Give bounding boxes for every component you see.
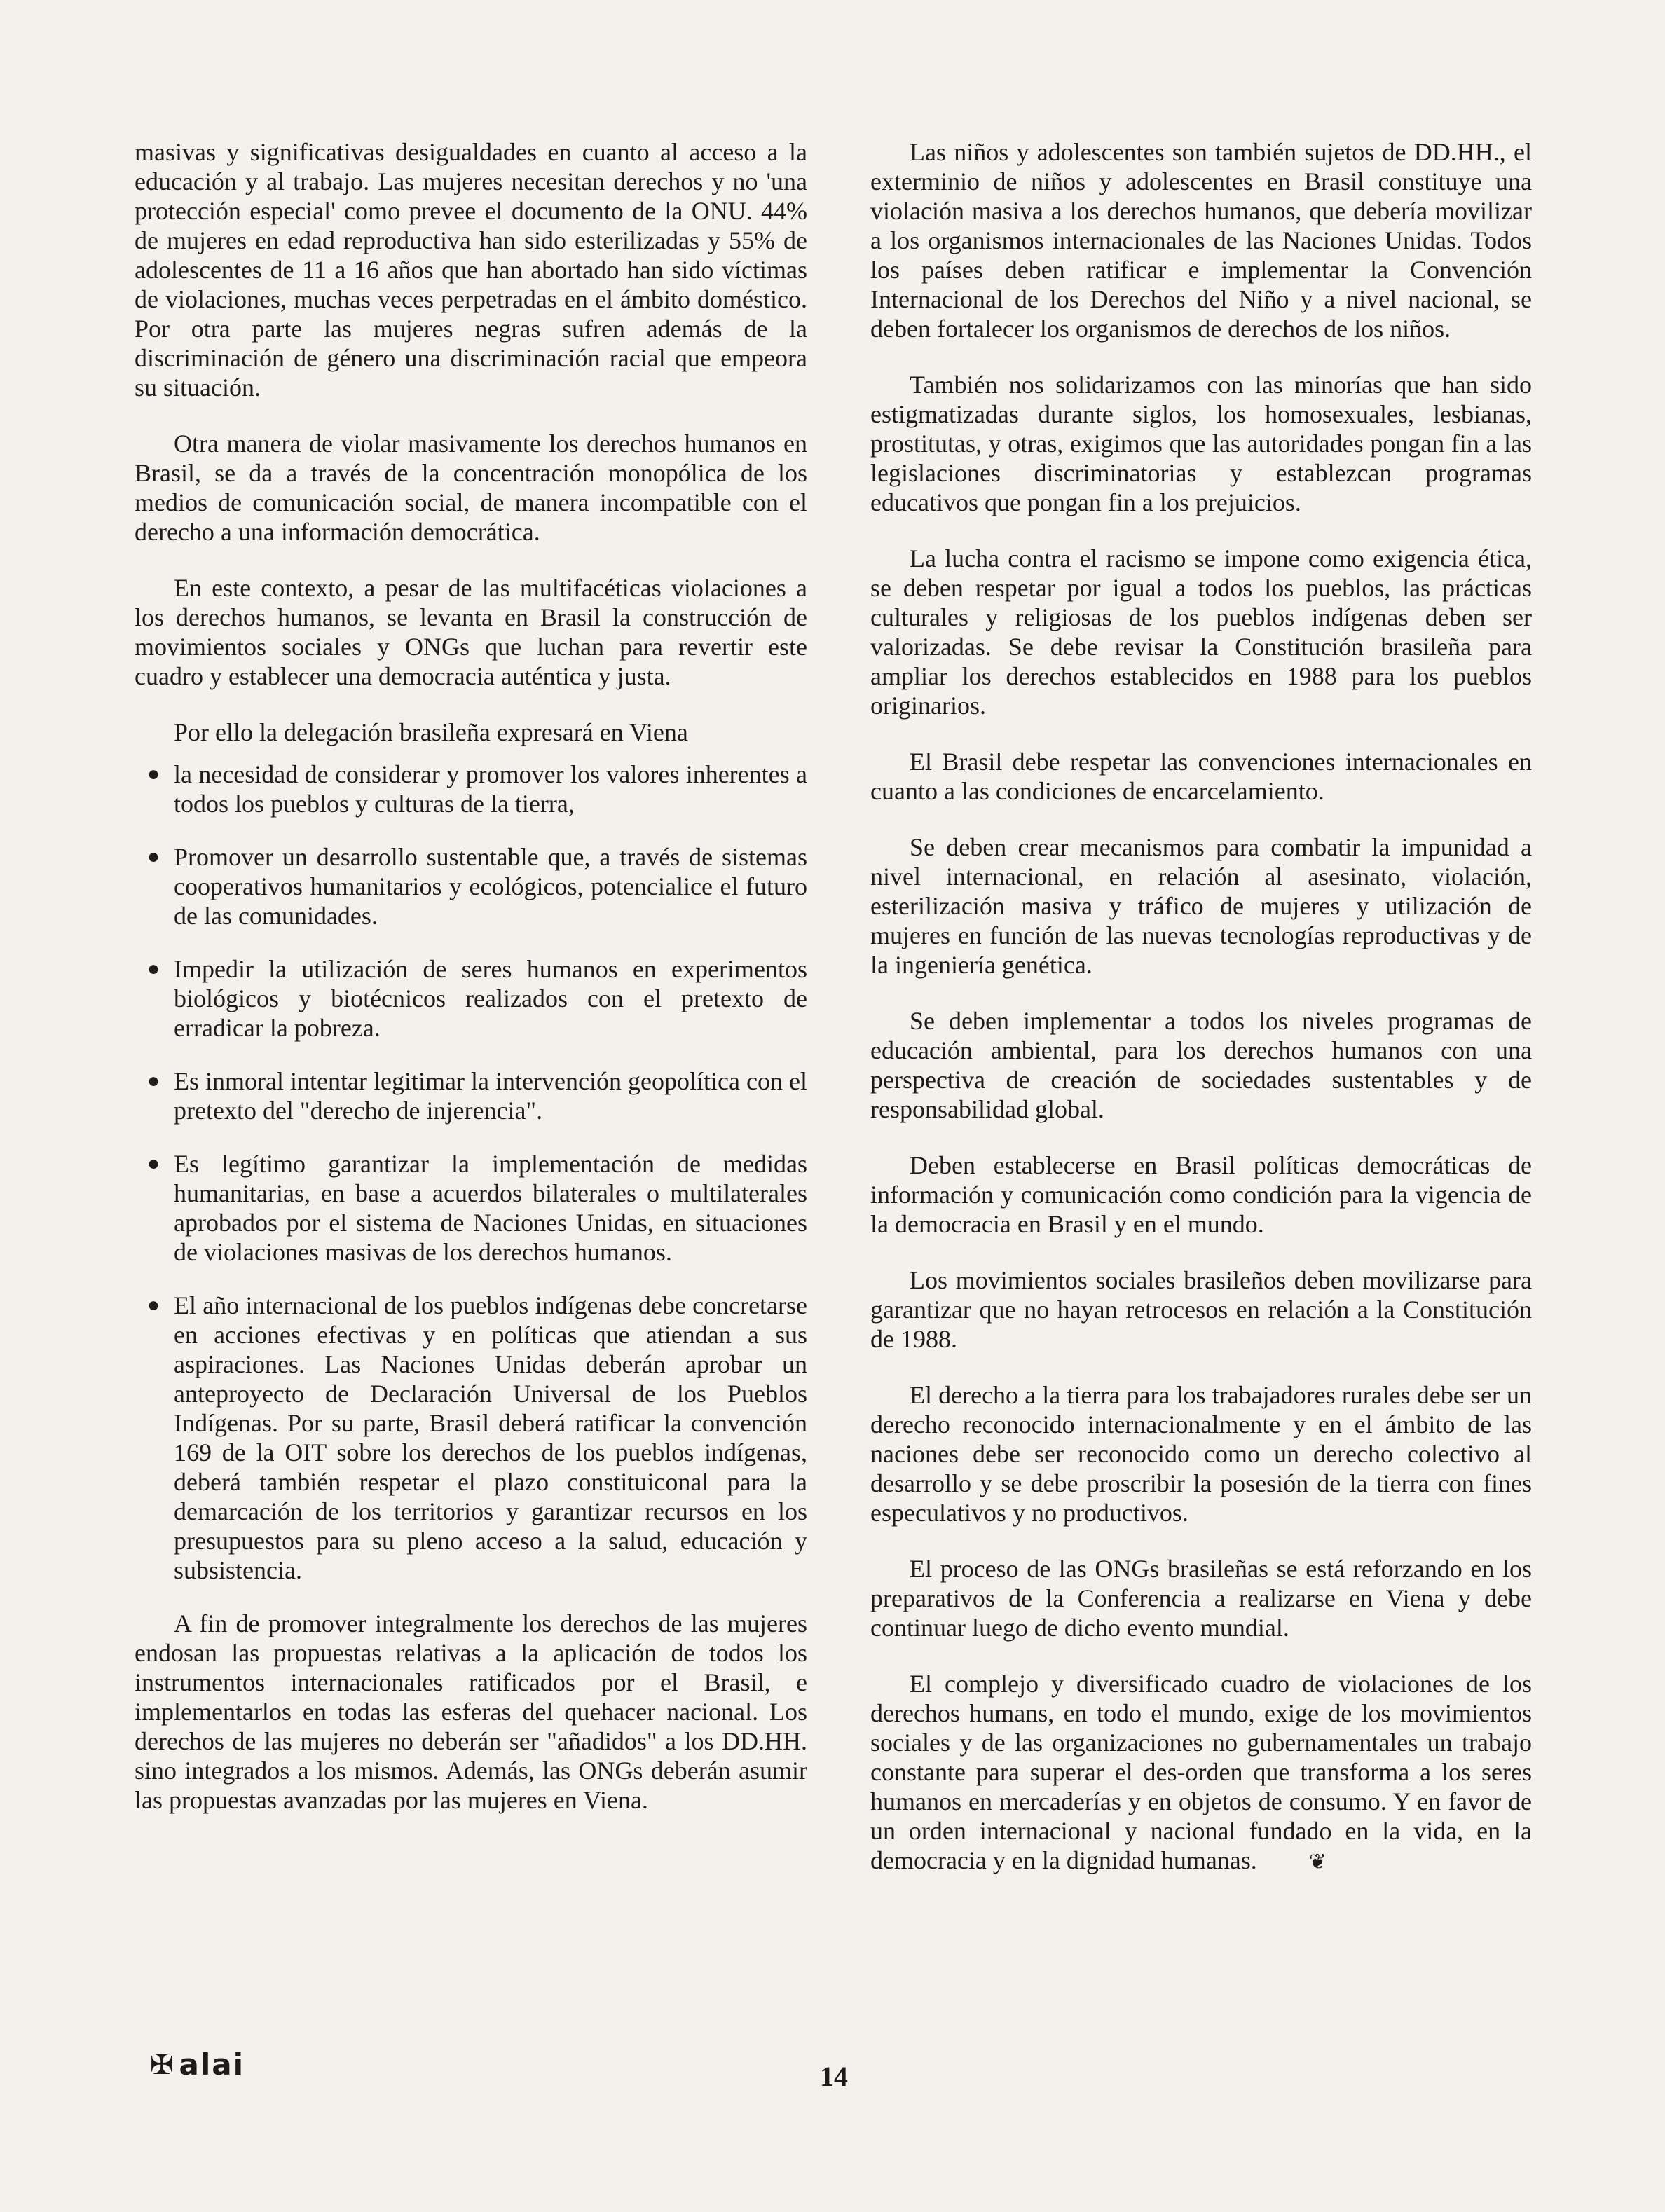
alai-logo [150, 2047, 245, 2082]
right-column [870, 137, 1532, 1904]
bullet-icon: ● [147, 1293, 160, 1317]
bullet-icon: ● [147, 957, 160, 980]
right-paragraph-11 [870, 1669, 1532, 1877]
list-item-text: El año internacional de los pueblos indígenas debe concretarse en acciones efectivas y en políticas que atiendan a sus aspiraciones. Las Naciones Unidas deberán aprobar un anteproyecto de Declaración Universal de los Pueblos Indígenas. Por su parte, Brasil deberá ratificar la convención 169 de la OIT sobre los derechos de los pueblos indígenas, deberá también respetar el plazo constituiconal para la demarcación de los territorios y garantizar recursos en los presupuestos para su pleno acceso a la salud, educación y subsistencia. [174, 1291, 807, 1584]
right-paragraph-9: El derecho a la tierra para los trabajadores rurales debe ser un derecho reconocido internacionalmente y en el ámbito de las naciones debe ser reconocido como un derecho colectivo al desarrollo y se debe proscribir la posesión de la tierra con fines especulativos y no productivos. [870, 1381, 1532, 1527]
left-column [135, 137, 807, 1841]
list-item [135, 1149, 807, 1267]
list-item-text: Es inmoral intentar legitimar la intervención geopolítica con el pretexto del "derecho de injerencia". [174, 1067, 807, 1125]
right-paragraph-7: Deben establecerse en Brasil políticas democráticas de información y comunicación como condición para la vigencia de la democracia en Brasil y en el mundo. [870, 1151, 1532, 1238]
left-paragraph-1: masivas y significativas desigualdades en cuanto al acceso a la educación y al trabajo. Las mujeres necesitan derechos y no 'una protección especial' como prevee el documento de la ONU. 44% de mujeres en edad reproductiva han sido esterilizadas y 55% de adolescentes de 11 a 16 años que han abortado han sido víctimas de violaciones, muchas veces perpetradas en el ámbito doméstico. Por otra parte las mujeres negras sufren además de la discriminación de género una discriminación racial que empeora su situación. [135, 138, 807, 401]
alai-logo-text: alai [179, 2047, 245, 2082]
right-paragraph-6: Se deben implementar a todos los niveles programas de educación ambiental, para los derechos humanos con una perspectiva de creación de sociedades sustentables y de responsabilidad global. [870, 1007, 1532, 1123]
right-paragraph-1: Las niños y adolescentes son también sujetos de DD.HH., el exterminio de niños y adolescentes en Brasil constituye una violación masiva a los derechos humanos, que debería movilizar a los organismos internacionales de las Naciones Unidas. Todos los países deben ratificar e implementar la Convención Internacional de los Derechos del Niño y a nivel nacional, se deben fortalecer los organismos de derechos de los niños. [870, 138, 1532, 343]
right-paragraph-2: También nos solidarizamos con las minorías que han sido estigmatizadas durante siglos, los homosexuales, lesbianas, prostitutas, y otras, exigimos que las autoridades pongan fin a las legislaciones discriminatorias y establezcan programas educativos que pongan fin a los prejuicios. [870, 371, 1532, 516]
left-paragraph-3: En este contexto, a pesar de las multifacéticas violaciones a los derechos humanos, se levanta en Brasil la construcción de movimientos sociales y ONGs que luchan para revertir este cuadro y establecer una democracia auténtica y justa. [135, 574, 807, 690]
list-item [135, 954, 807, 1043]
alai-logo-icon: ✠ [150, 2048, 174, 2081]
end-mark-icon: ❦ [1308, 1850, 1327, 1874]
page-number: 14 [820, 2061, 848, 2092]
bullet-icon: ● [147, 1152, 160, 1175]
bullet-icon: ● [147, 762, 160, 785]
left-paragraph-2: Otra manera de violar masivamente los derechos humanos en Brasil, se da a través de la concentración monopólica de los medios de comunicación social, de manera incompatible con el derecho a una información democrática. [135, 430, 807, 546]
list-item [135, 1291, 807, 1585]
left-paragraph-4: Por ello la delegación brasileña expresará en Viena [174, 718, 688, 746]
bullet-icon: ● [147, 1069, 160, 1092]
list-item-text: Promover un desarrollo sustentable que, a través de sistemas cooperativos humanitarios y ecológicos, potencialice el futuro de las comunidades. [174, 843, 807, 930]
right-paragraph-11-text: El complejo y diversificado cuadro de violaciones de los derechos humans, en todo el mundo, exige de los movimientos sociales y de las organizaciones no gubernamentales un trabajo constante para superar el des-orden que transforma a los seres humanos en mercaderías y en objetos de consumo. Y en favor de un orden internacional y nacional fundado en la vida, en la democracia y en la dignidad humanas. [870, 1670, 1532, 1874]
right-paragraph-8: Los movimientos sociales brasileños deben movilizarse para garantizar que no hayan retrocesos en relación a la Constitución de 1988. [870, 1266, 1532, 1353]
right-paragraph-5: Se deben crear mecanismos para combatir la impunidad a nivel internacional, en relación al asesinato, violación, esterilización masiva y tráfico de mujeres y utilización de mujeres en función de las nuevas tecnologías reproductivas y de la ingeniería genética. [870, 833, 1532, 979]
bullet-list [135, 760, 807, 1585]
list-item [135, 760, 807, 818]
list-item-text: Impedir la utilización de seres humanos en experimentos biológicos y biotécnicos realizados con el pretexto de erradicar la pobreza. [174, 955, 807, 1042]
list-item [135, 842, 807, 930]
right-paragraph-10: El proceso de las ONGs brasileñas se está reforzando en los preparativos de la Conferencia a realizarse en Viena y debe continuar luego de dicho evento mundial. [870, 1555, 1532, 1642]
bullet-icon: ● [147, 845, 160, 868]
list-item-text: Es legítimo garantizar la implementación de medidas humanitarias, en base a acuerdos bilaterales o multilaterales aprobados por el sistema de Naciones Unidas, en situaciones de violaciones masivas de los derechos humanos. [174, 1150, 807, 1266]
right-paragraph-4: El Brasil debe respetar las convenciones internacionales en cuanto a las condiciones de encarcelamiento. [870, 748, 1532, 805]
list-item-text: la necesidad de considerar y promover los valores inherentes a todos los pueblos y culturas de la tierra, [174, 760, 807, 818]
right-paragraph-3: La lucha contra el racismo se impone como exigencia ética, se deben respetar por igual a todos los pueblos, las prácticas culturales y religiosas de los pueblos indígenas deben ser valorizadas. Se debe revisar la Constitución brasileña para ampliar los derechos establecidos en 1988 para los pueblos originarios. [870, 544, 1532, 720]
list-item [135, 1066, 807, 1125]
left-paragraph-5: A fin de promover integralmente los derechos de las mujeres endosan las propuestas relativas a la aplicación de todos los instrumentos internacionales ratificados por el Brasil, e implementarlos en todas las esferas del quehacer nacional. Los derechos de las mujeres no deberán ser "añadidos" a los DD.HH. sino integrados a los mismos. Además, las ONGs deberán asumir las propuestas avanzadas por las mujeres en Viena. [135, 1609, 807, 1814]
